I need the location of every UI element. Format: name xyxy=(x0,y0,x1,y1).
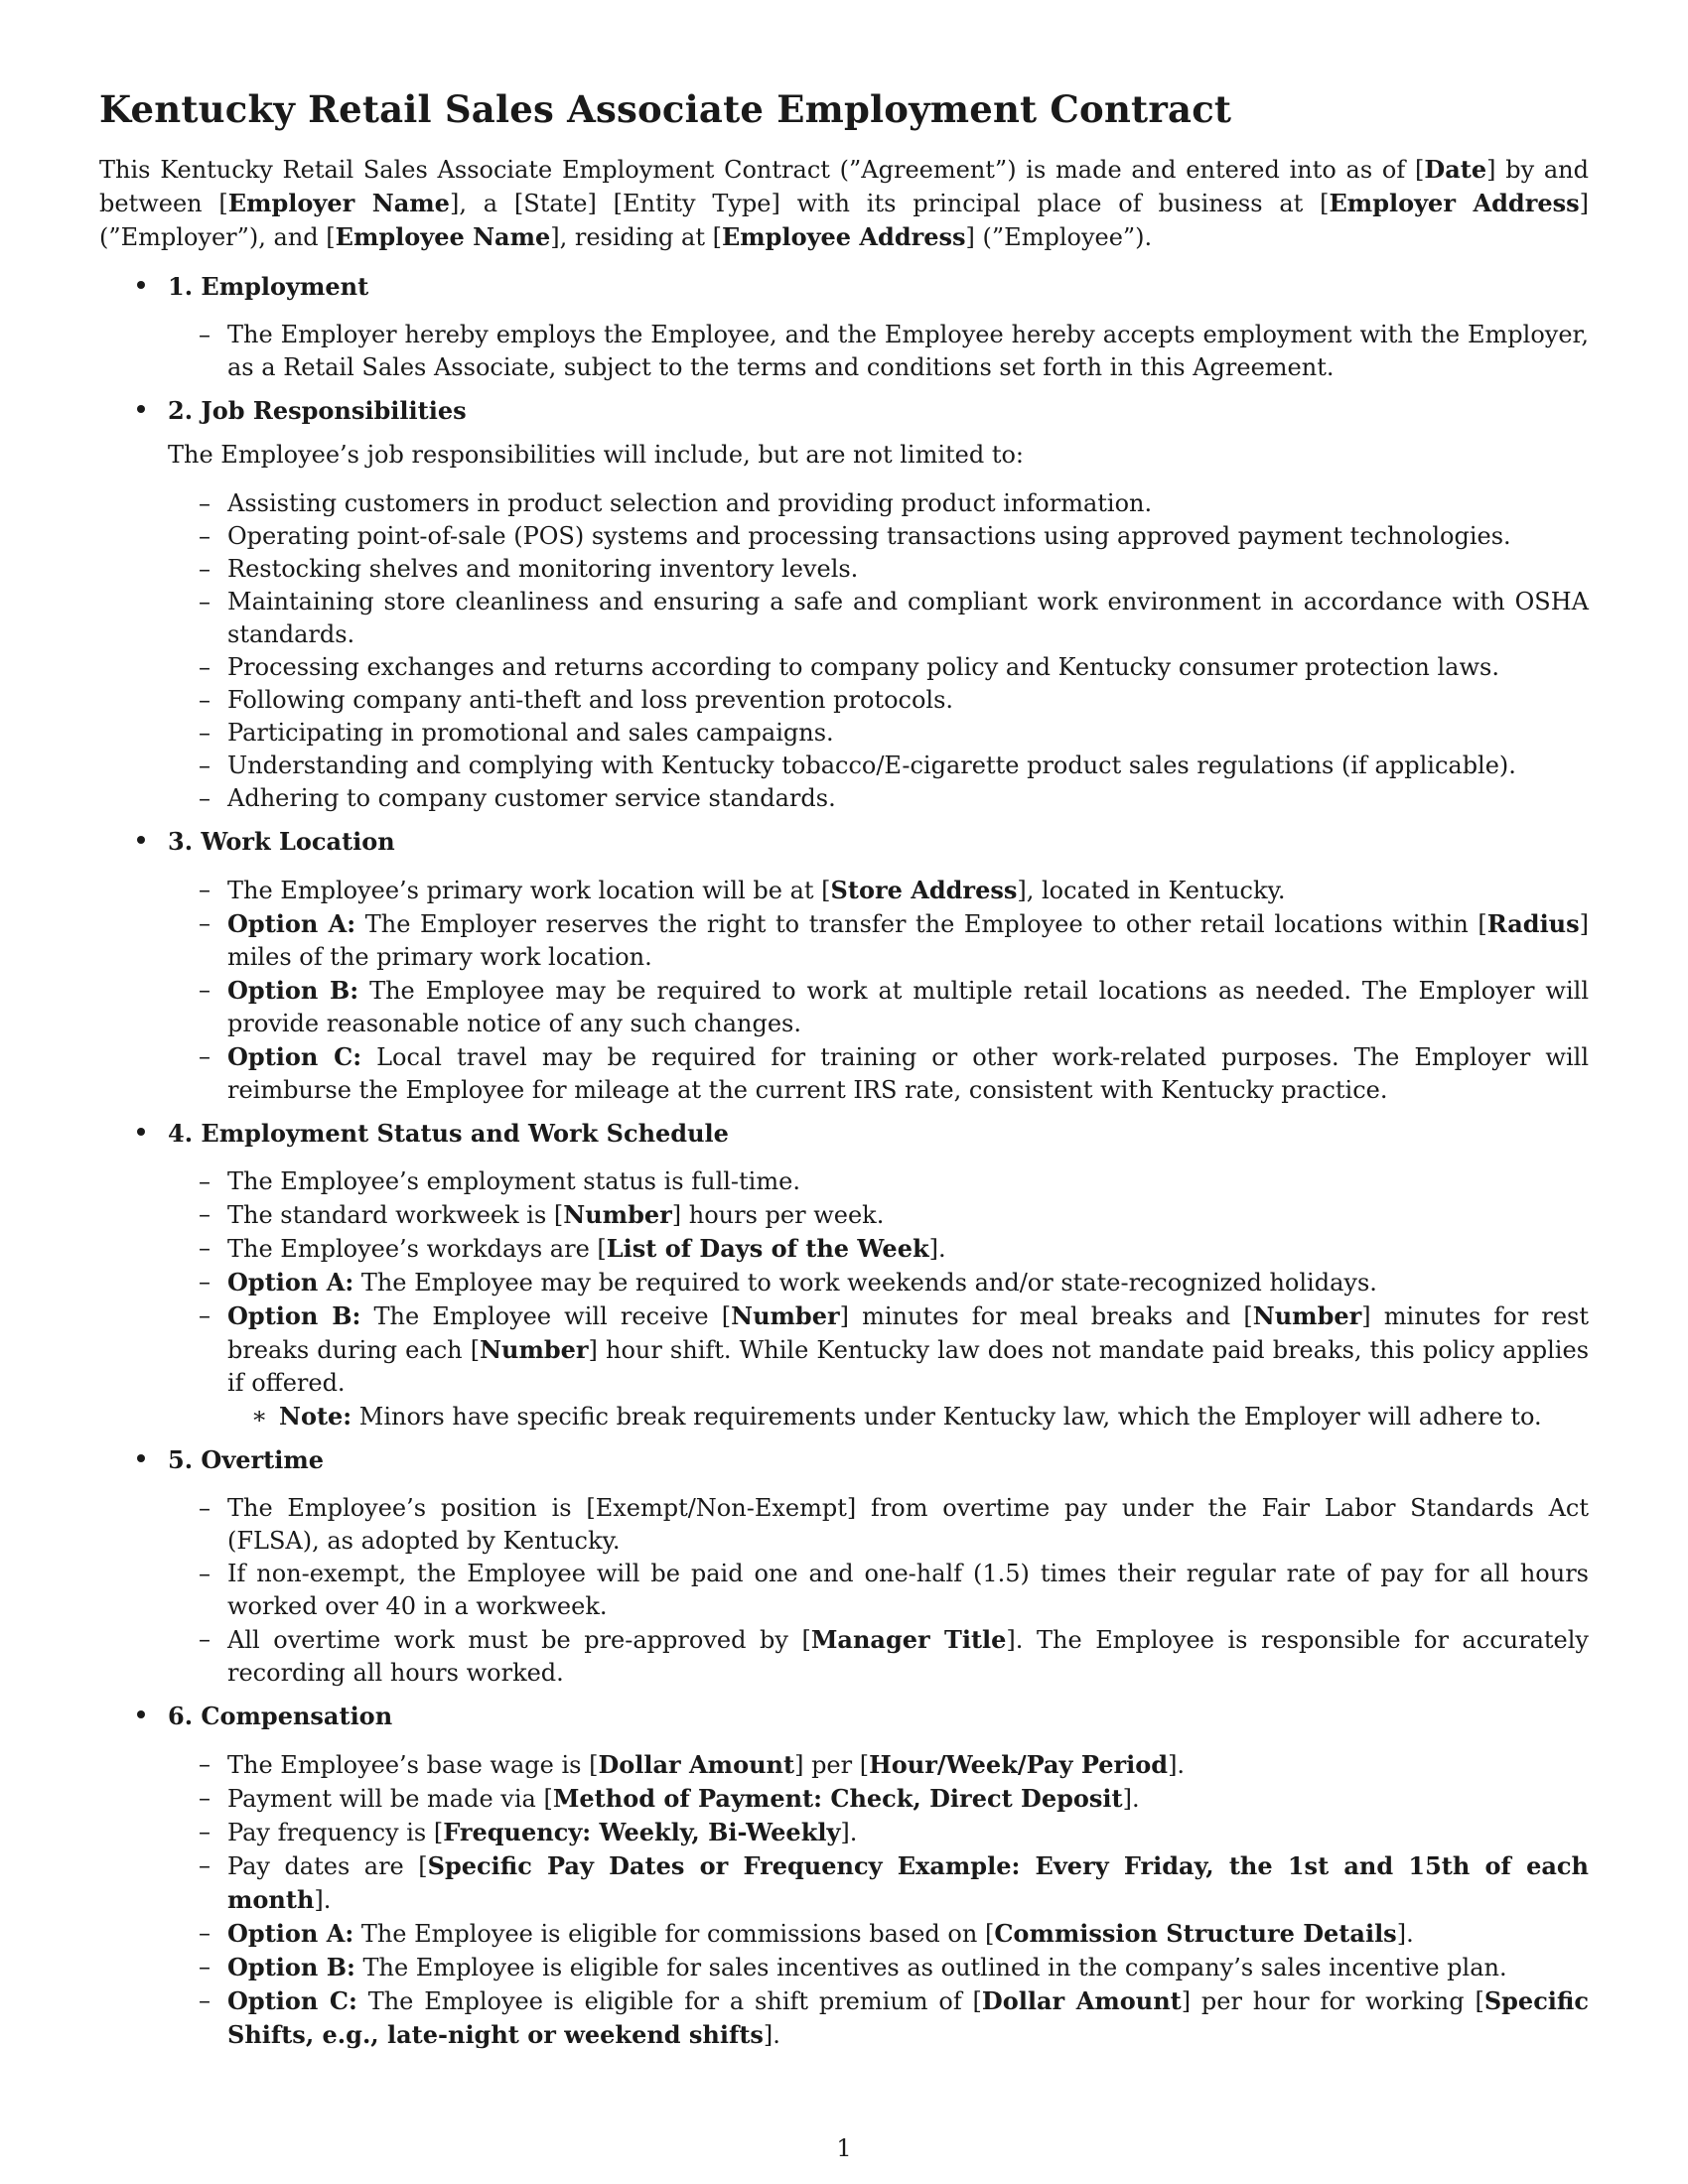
text-run: Restocking shelves and monitoring inventory levels. xyxy=(227,555,859,583)
text-run: ], a [State] [Entity Type] with its principal place of business at [ xyxy=(449,190,1330,217)
bold-text: Method of Payment: Check, Direct Deposit xyxy=(552,1784,1123,1813)
section-5 xyxy=(99,1443,1589,1690)
bold-text: Number xyxy=(563,1200,672,1229)
text-run: ]. xyxy=(1122,1785,1140,1813)
page-number: 1 xyxy=(836,2134,852,2162)
text-run: Pay frequency is [ xyxy=(227,1819,444,1846)
text-run: The Employer hereby employs the Employee, and the Employee hereby accepts employment with the Employer, as a Retail Sales Associate, subject to the terms and conditions set forth in this Agreement. xyxy=(227,321,1589,381)
sub-list-item xyxy=(168,1400,1589,1433)
dash-bullet-icon: – xyxy=(199,1986,211,2014)
section-4 xyxy=(99,1117,1589,1433)
dash-bullet-icon: – xyxy=(199,1200,211,1228)
section-1 xyxy=(99,270,1589,384)
text-run: The Employee is eligible for a shift premium of [ xyxy=(356,1987,982,2015)
dash-bullet-icon: – xyxy=(199,555,211,583)
text-run: The standard workweek is [ xyxy=(227,1201,564,1229)
bold-text: Option A: xyxy=(227,1919,354,1948)
text-run: The Employee’s position is [Exempt/Non-Exempt] from overtime pay under the Fair Labor Standards Act (FLSA), as adopted by Kentucky. xyxy=(227,1494,1589,1555)
dash-bullet-icon: – xyxy=(199,1042,211,1070)
bold-text: Commission Structure Details xyxy=(994,1919,1397,1948)
list-item xyxy=(168,1782,1589,1816)
dash-bullet-icon: – xyxy=(199,876,211,903)
bullet-icon xyxy=(137,405,145,413)
list-item xyxy=(168,1917,1589,1951)
dash-bullet-icon: – xyxy=(199,1625,211,1653)
bold-text: Number xyxy=(731,1301,840,1330)
star-bullet-icon: ∗ xyxy=(251,1402,268,1430)
text-run: ]. xyxy=(928,1235,946,1263)
dash-bullet-icon: – xyxy=(199,909,211,937)
dash-bullet-icon: – xyxy=(199,1268,211,1296)
text-run: Processing exchanges and returns according to company policy and Kentucky consumer protection laws. xyxy=(227,653,1499,681)
section-2 xyxy=(99,394,1589,815)
list-item xyxy=(168,1558,1589,1623)
text-run: Assisting customers in product selection and providing product information. xyxy=(227,489,1153,517)
section-title: 1. Employment xyxy=(168,272,369,301)
bold-text: Employer Name xyxy=(227,189,450,217)
text-run: The Employee’s employment status is full-time. xyxy=(227,1167,800,1195)
bullet-icon xyxy=(137,1710,145,1718)
text-run: ]. xyxy=(1396,1920,1414,1948)
bullet-icon xyxy=(137,836,145,844)
text-run: This Kentucky Retail Sales Associate Employment Contract (”Agreement”) is made and entered into as of [ xyxy=(99,156,1425,184)
text-run: Operating point-of-sale (POS) systems and processing transactions using approved payment technologies. xyxy=(227,522,1511,550)
dash-bullet-icon: – xyxy=(199,1851,211,1879)
text-run: ] per [ xyxy=(794,1751,870,1779)
dash-bullet-icon: – xyxy=(199,1301,211,1329)
item-list xyxy=(168,319,1589,384)
bold-text: Option C: xyxy=(227,1986,357,2015)
text-run: ] minutes for rest breaks during each [ xyxy=(227,1302,1589,1364)
list-item xyxy=(168,1299,1589,1400)
list-item xyxy=(168,750,1589,782)
bold-text: Option A: xyxy=(227,1268,354,1297)
text-run: The Employee’s primary work location will be at [ xyxy=(227,877,831,904)
list-item xyxy=(168,1040,1589,1107)
list-item xyxy=(168,1816,1589,1849)
text-run: ] (”Employer”), and [ xyxy=(99,190,1590,251)
text-run: The Employee’s base wage is [ xyxy=(227,1751,599,1779)
text-run: Following company anti-theft and loss prevention protocols. xyxy=(227,686,954,714)
list-item xyxy=(168,782,1589,815)
section-title: 3. Work Location xyxy=(168,827,395,856)
bold-text: Dollar Amount xyxy=(598,1750,795,1779)
dash-bullet-icon: – xyxy=(199,653,211,681)
list-item xyxy=(168,487,1589,520)
text-run: Local travel may be required for training or other work-related purposes. The Employer will reimburse the Employee for mileage at the current IRS rate, consistent with Kentucky practice. xyxy=(227,1043,1590,1104)
list-item xyxy=(168,1951,1589,1984)
section-list xyxy=(99,270,1589,2052)
text-run: If non-exempt, the Employee will be paid one and one-half (1.5) times their regular rate of pay for all hours worked over 40 in a workweek. xyxy=(227,1560,1589,1620)
text-run: ]. xyxy=(763,2021,780,2049)
list-item xyxy=(168,874,1589,907)
intro-paragraph xyxy=(99,153,1589,254)
text-run: The Employee is eligible for sales incentives as outlined in the company’s sales incentive plan. xyxy=(354,1954,1507,1981)
text-run: ] hour shift. While Kentucky law does not mandate paid breaks, this policy applies if offered. xyxy=(227,1336,1590,1397)
bold-text: Option B: xyxy=(227,976,359,1005)
section-title: 6. Compensation xyxy=(168,1702,393,1730)
section-title: 5. Overtime xyxy=(168,1445,325,1474)
document-page xyxy=(99,87,1589,2062)
bullet-icon xyxy=(137,1128,145,1136)
text-run: ] hours per week. xyxy=(671,1201,885,1229)
item-list xyxy=(168,1492,1589,1690)
list-item xyxy=(168,684,1589,717)
list-item xyxy=(168,319,1589,384)
list-item xyxy=(168,1492,1589,1558)
dash-bullet-icon: – xyxy=(199,489,211,517)
text-run: The Employee’s workdays are [ xyxy=(227,1235,607,1263)
list-item xyxy=(168,1623,1589,1690)
bold-text: Hour/Week/Pay Period xyxy=(869,1750,1169,1779)
dash-bullet-icon: – xyxy=(199,1818,211,1845)
bold-text: Number xyxy=(480,1335,589,1364)
item-list xyxy=(168,487,1589,815)
dash-bullet-icon: – xyxy=(199,751,211,779)
item-list xyxy=(168,874,1589,1107)
bold-text: Employee Address xyxy=(721,222,966,251)
bold-text: Employee Name xyxy=(335,222,551,251)
dash-bullet-icon: – xyxy=(199,1560,211,1587)
list-item xyxy=(168,1232,1589,1266)
text-run: All overtime work must be pre-approved by [ xyxy=(227,1626,811,1654)
bold-text: Option C: xyxy=(227,1042,362,1071)
text-run: Maintaining store cleanliness and ensuring a safe and compliant work environment in accordance with OSHA standards. xyxy=(227,588,1589,648)
item-list xyxy=(168,1165,1589,1433)
list-item xyxy=(168,586,1589,651)
list-item xyxy=(168,974,1589,1040)
list-item xyxy=(168,553,1589,586)
text-run: ]. xyxy=(1168,1751,1186,1779)
bold-text: Radius xyxy=(1486,909,1580,938)
item-list xyxy=(168,1748,1589,2052)
text-run: ] minutes for meal breaks and [ xyxy=(839,1302,1253,1330)
text-run: ] (”Employee”). xyxy=(965,223,1153,251)
dash-bullet-icon: – xyxy=(199,976,211,1004)
list-item xyxy=(168,520,1589,553)
dash-bullet-icon: – xyxy=(199,784,211,812)
text-run: Understanding and complying with Kentucky tobacco/E-cigarette product sales regulations (if applicable). xyxy=(227,751,1516,779)
text-run: Pay dates are [ xyxy=(227,1852,428,1880)
dash-bullet-icon: – xyxy=(199,1234,211,1262)
bold-text: Dollar Amount xyxy=(981,1986,1182,2015)
dash-bullet-icon: – xyxy=(199,1167,211,1195)
bold-text: Specific Shifts, e.g., late-night or weekend shifts xyxy=(227,1986,1589,2049)
bold-text: Manager Title xyxy=(810,1625,1007,1654)
list-item xyxy=(168,717,1589,750)
document-title: Kentucky Retail Sales Associate Employment Contract xyxy=(99,87,1232,131)
text-run: ], located in Kentucky. xyxy=(1017,877,1286,904)
section-title: 4. Employment Status and Work Schedule xyxy=(168,1119,729,1148)
bold-text: Frequency: Weekly, Bi-Weekly xyxy=(443,1818,841,1846)
list-item xyxy=(168,651,1589,684)
text-run: The Employee will receive [ xyxy=(360,1302,732,1330)
text-run: Minors have specific break requirements under Kentucky law, which the Employer will adhere to. xyxy=(352,1403,1542,1431)
text-run: The Employer reserves the right to transfer the Employee to other retail locations within [ xyxy=(355,910,1487,938)
dash-bullet-icon: – xyxy=(199,1494,211,1522)
bold-text: Store Address xyxy=(830,876,1018,904)
bullet-icon xyxy=(137,1454,145,1462)
text-run: ]. xyxy=(314,1886,332,1914)
text-run: ] by and between [ xyxy=(99,156,1590,217)
section-3 xyxy=(99,825,1589,1107)
list-item xyxy=(168,1198,1589,1232)
bold-text: Date xyxy=(1424,155,1487,184)
text-run: ]. The Employee is responsible for accurately recording all hours worked. xyxy=(227,1626,1589,1687)
dash-bullet-icon: – xyxy=(199,686,211,714)
dash-bullet-icon: – xyxy=(199,1784,211,1812)
bold-text: Number xyxy=(1252,1301,1362,1330)
bold-text: Option A: xyxy=(227,909,356,938)
bold-text: Option B: xyxy=(227,1953,355,1981)
section-title: 2. Job Responsibilities xyxy=(168,396,467,425)
dash-bullet-icon: – xyxy=(199,588,211,615)
text-run: ] miles of the primary work location. xyxy=(227,910,1590,971)
bullet-icon xyxy=(137,281,145,289)
text-run: ], residing at [ xyxy=(550,223,722,251)
text-run: The Employee may be required to work at multiple retail locations as needed. The Employer will provide reasonable notice of any such changes. xyxy=(227,977,1589,1037)
list-item xyxy=(168,1266,1589,1299)
list-item xyxy=(168,1748,1589,1782)
list-item xyxy=(168,1984,1589,2052)
text-run: The Employee may be required to work weekends and/or state-recognized holidays. xyxy=(353,1269,1377,1297)
dash-bullet-icon: – xyxy=(199,1953,211,1980)
bold-text: Option B: xyxy=(227,1301,361,1330)
list-item xyxy=(168,1849,1589,1917)
dash-bullet-icon: – xyxy=(199,1919,211,1947)
bold-text: Note: xyxy=(279,1402,352,1431)
text-run: The Employee is eligible for commissions based on [ xyxy=(353,1920,995,1948)
section-intro-text: The Employee’s job responsibilities will include, but are not limited to: xyxy=(168,441,1025,469)
text-run: Participating in promotional and sales campaigns. xyxy=(227,719,834,747)
dash-bullet-icon: – xyxy=(199,1750,211,1778)
section-6 xyxy=(99,1700,1589,2052)
bold-text: Employer Address xyxy=(1329,189,1580,217)
dash-bullet-icon: – xyxy=(199,522,211,550)
list-item xyxy=(168,907,1589,974)
dash-bullet-icon: – xyxy=(199,719,211,747)
text-run: ]. xyxy=(840,1819,858,1846)
bold-text: Specific Pay Dates or Frequency Example: Every Friday, the 1st and 15th of each month xyxy=(227,1851,1589,1914)
dash-bullet-icon: – xyxy=(199,321,211,348)
bold-text: List of Days of the Week xyxy=(606,1234,929,1263)
text-run: Payment will be made via [ xyxy=(227,1785,553,1813)
text-run: ] per hour for working [ xyxy=(1181,1987,1484,2015)
list-item xyxy=(168,1165,1589,1198)
text-run: Adhering to company customer service standards. xyxy=(227,784,836,812)
